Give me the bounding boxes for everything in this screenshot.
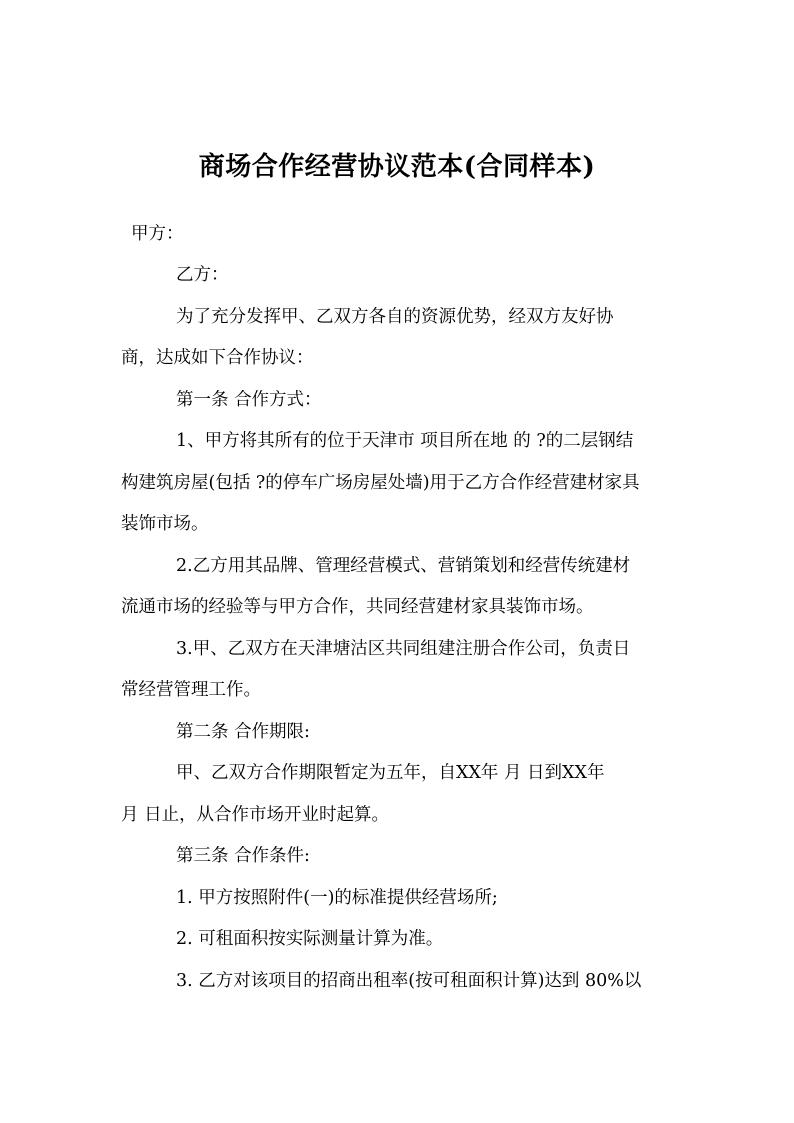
document-title: 商场合作经营协议范本(合同样本)	[198, 152, 596, 182]
article-1-clause-2-line-2: 流通市场的经验等与甲方合作，共同经营建材家具装饰市场。	[121, 597, 594, 617]
article-3-clause-2: 2. 可租面积按实际测量计算为准。	[176, 929, 444, 949]
article-2-heading: 第二条 合作期限:	[176, 722, 310, 742]
article-1-clause-2-line-1: 2.乙方用其品牌、管理经营模式、营销策划和经营传统建材	[176, 556, 631, 576]
article-1-clause-3-line-2: 常经营管理工作。	[121, 680, 261, 700]
preamble-line-1: 为了充分发挥甲、乙双方各自的资源优势，经双方友好协	[176, 307, 614, 327]
article-1-heading: 第一条 合作方式：	[176, 390, 322, 410]
article-3-heading: 第三条 合作条件:	[176, 846, 310, 866]
preamble-line-2: 商，达成如下合作协议：	[121, 348, 314, 368]
article-1-clause-3-line-1: 3.甲、乙双方在天津塘沽区共同组建注册合作公司，负责日	[176, 639, 631, 659]
article-2-text-line-1: 甲、乙双方合作期限暂定为五年，自XX年 月 日到XX年	[176, 763, 605, 783]
article-2-text-line-2: 月 日止，从合作市场开业时起算。	[121, 805, 390, 825]
article-1-clause-1-line-2: 构建筑房屋(包括 ?的停车广场房屋处墙)用于乙方合作经营建材家具	[121, 473, 640, 493]
article-1-clause-1-line-3: 装饰市场。	[121, 514, 209, 534]
party-b-label: 乙方：	[176, 265, 229, 285]
party-a-label: 甲方：	[131, 224, 184, 244]
article-3-clause-3: 3. 乙方对该项目的招商出租率(按可租面积计算)达到 80%以	[176, 971, 642, 991]
article-3-clause-1: 1. 甲方按照附件(一)的标准提供经营场所;	[176, 888, 498, 908]
article-1-clause-1-line-1: 1、甲方将其所有的位于天津市 项目所在地 的 ?的二层钢结	[176, 431, 634, 451]
